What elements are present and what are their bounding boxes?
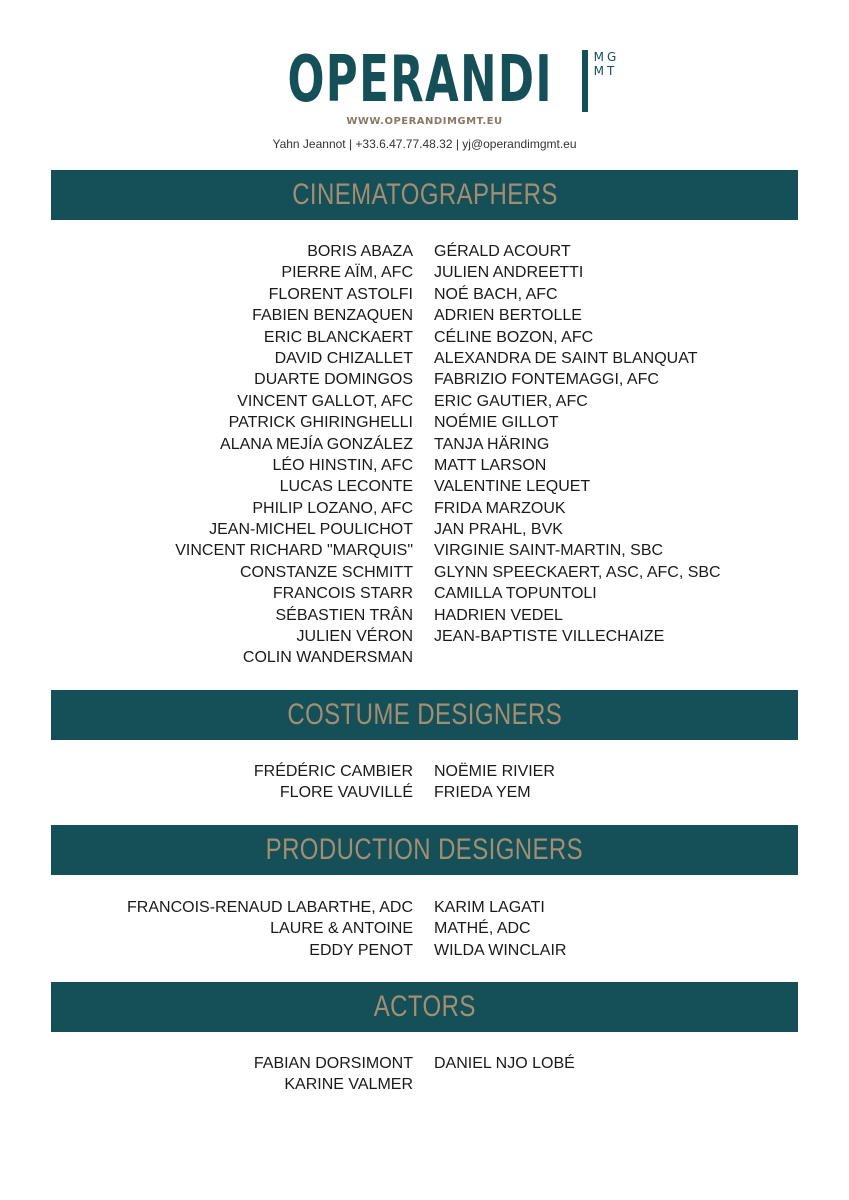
person-name-left: LUCAS LECONTE: [279, 478, 413, 496]
name-list-actors: [0, 1053, 849, 1096]
person-name-left: PATRICK GHIRINGHELLI: [228, 414, 413, 432]
website-link[interactable]: WWW.OPERANDIMGMT.EU: [346, 116, 503, 127]
person-name-left: FRANCOIS STARR: [272, 585, 413, 603]
person-name-right: KARIM LAGATI: [434, 899, 545, 916]
name-row: [0, 348, 849, 369]
person-name-left: JULIEN VÉRON: [296, 628, 413, 646]
name-row: [0, 476, 849, 497]
name-row: [0, 562, 849, 583]
person-name-left: VINCENT GALLOT, AFC: [237, 392, 413, 410]
person-name-left: LAURE & ANTOINE: [270, 920, 413, 938]
person-name-right: NOËMIE RIVIER: [434, 763, 555, 780]
section-header-production-designers: [51, 825, 798, 875]
person-name-right: HADRIEN VEDEL: [434, 606, 563, 624]
person-name-right: GLYNN SPEECKAERT, ASC, AFC, SBC: [434, 563, 721, 581]
person-name-right: NOÉMIE GILLOT: [434, 414, 559, 432]
person-name-left: DAVID CHIZALLET: [274, 349, 413, 367]
person-name-right: JAN PRAHL, BVK: [434, 521, 563, 539]
logo-bar: [582, 50, 588, 112]
name-row: [0, 761, 849, 782]
name-row: [0, 605, 849, 626]
name-row: [0, 540, 849, 561]
person-name-left: FLORENT ASTOLFI: [268, 285, 413, 303]
person-name-right: JULIEN ANDREETTI: [434, 264, 584, 282]
person-name-right: CÉLINE BOZON, AFC: [434, 328, 594, 346]
person-name-left: EDDY PENOT: [309, 941, 413, 959]
person-name-right: CAMILLA TOPUNTOLI: [434, 585, 597, 603]
person-name-left: PHILIP LOZANO, AFC: [252, 499, 413, 517]
person-name-left: DUARTE DOMINGOS: [254, 371, 413, 389]
person-name-left: COLIN WANDERSMAN: [242, 649, 413, 667]
person-name-left: LÉO HINSTIN, AFC: [272, 456, 413, 474]
person-name-right: VIRGINIE SAINT-MARTIN, SBC: [434, 542, 664, 560]
name-list-cinematographers: [0, 241, 849, 669]
person-name-left: FABIAN DORSIMONT: [253, 1055, 413, 1072]
name-row: [0, 519, 849, 540]
name-row: [0, 583, 849, 604]
name-row: [0, 782, 849, 803]
name-row: [0, 412, 849, 433]
name-row: [0, 305, 849, 326]
logo-sub: MGMT: [593, 50, 620, 78]
name-row: [0, 455, 849, 476]
section-header-costume-designers: [51, 690, 798, 740]
contact-line: Yahn Jeannot | +33.6.47.77.48.32 | yj@operandimgmt.eu: [272, 137, 577, 151]
person-name-left: FRÉDÉRIC CAMBIER: [253, 763, 413, 780]
person-name-right: MATT LARSON: [434, 456, 547, 474]
logo: [0, 43, 849, 117]
name-row: [0, 498, 849, 519]
person-name-right: NOÉ BACH, AFC: [434, 285, 558, 303]
person-name-right: FABRIZIO FONTEMAGGI, AFC: [434, 371, 659, 389]
name-list-production-designers: [0, 897, 849, 961]
person-name-left: ALANA MEJÍA GONZÁLEZ: [220, 435, 413, 453]
person-name-left: PIERRE AÏM, AFC: [281, 264, 413, 282]
person-name-left: CONSTANZE SCHMITT: [239, 563, 413, 581]
person-name-right: VALENTINE LEQUET: [434, 478, 591, 496]
name-row: [0, 897, 849, 918]
name-row: [0, 369, 849, 390]
person-name-right: JEAN-BAPTISTE VILLECHAIZE: [434, 628, 665, 646]
person-name-left: FLORE VAUVILLÉ: [279, 784, 413, 802]
person-name-left: ERIC BLANCKAERT: [263, 328, 413, 346]
person-name-right: GÉRALD ACOURT: [434, 243, 571, 260]
person-name-left: VINCENT RICHARD "MARQUIS": [175, 542, 413, 560]
person-name-right: FRIEDA YEM: [434, 784, 531, 802]
name-row: [0, 626, 849, 647]
logo-wordmark: OPERANDI: [287, 43, 554, 117]
person-name-right: FRIDA MARZOUK: [434, 499, 566, 517]
person-name-left: JEAN-MICHEL POULICHOT: [209, 521, 413, 539]
person-name-right: ERIC GAUTIER, AFC: [434, 392, 588, 410]
person-name-left: FRANCOIS-RENAUD LABARTHE, ADC: [127, 899, 413, 916]
name-row: [0, 241, 849, 262]
name-row: [0, 940, 849, 961]
name-row: [0, 647, 849, 668]
name-list-costume-designers: [0, 761, 849, 804]
section-title: CINEMATOGRAPHERS: [291, 178, 558, 211]
section-title: PRODUCTION DESIGNERS: [265, 833, 584, 866]
person-name-right: DANIEL NJO LOBÉ: [434, 1055, 575, 1072]
person-name-left: KARINE VALMER: [284, 1076, 413, 1094]
person-name-right: ALEXANDRA DE SAINT BLANQUAT: [434, 349, 698, 367]
name-row: [0, 434, 849, 455]
name-row: [0, 284, 849, 305]
section-header-actors: [51, 982, 798, 1032]
name-row: [0, 327, 849, 348]
person-name-left: SÉBASTIEN TRÂN: [275, 606, 413, 624]
person-name-right: TANJA HÄRING: [434, 435, 550, 453]
person-name-left: FABIEN BENZAQUEN: [252, 307, 413, 325]
person-name-right: WILDA WINCLAIR: [434, 941, 567, 959]
person-name-left: BORIS ABAZA: [307, 243, 413, 260]
name-row: [0, 391, 849, 412]
section-title: ACTORS: [373, 990, 476, 1023]
person-name-right: ADRIEN BERTOLLE: [434, 307, 582, 325]
section-title: COSTUME DESIGNERS: [287, 698, 562, 731]
name-row: [0, 1053, 849, 1074]
section-header-cinematographers: [51, 170, 798, 220]
name-row: [0, 262, 849, 283]
person-name-right: MATHÉ, ADC: [434, 920, 531, 938]
name-row: [0, 918, 849, 939]
name-row: [0, 1074, 849, 1095]
